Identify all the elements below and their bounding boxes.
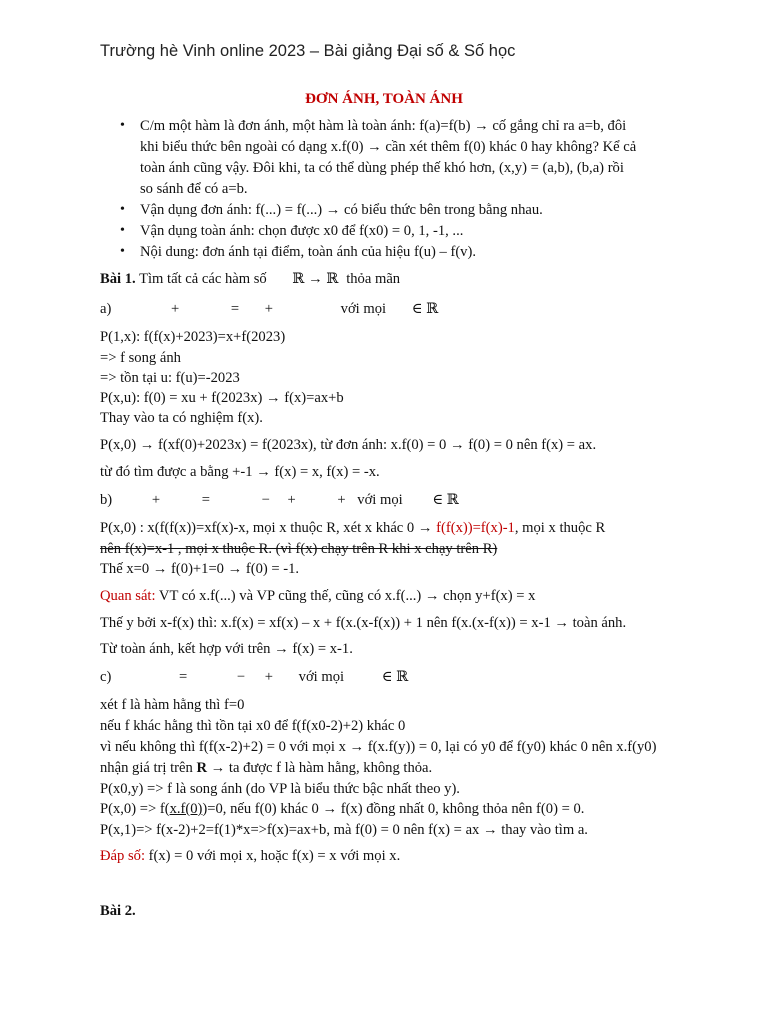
math-symbol: + xyxy=(264,301,274,317)
solution-line xyxy=(100,520,605,537)
solution-text: nhận giá trị trên xyxy=(100,760,193,776)
solution-line: nếu f khác hằng thì tồn tại x0 để f(f(x0-2)+2) khác 0 xyxy=(100,718,406,734)
function-mapping: ℝ → ℝ xyxy=(292,271,339,287)
bullet-dot: • xyxy=(120,118,125,133)
solution-line: vì nếu không thì f(f(x-2)+2) = 0 với mọi x → f(x.f(y)) = 0, lại có y0 để f(y0) khác 0 nên x.f(y0) xyxy=(100,739,657,755)
math-symbol: + xyxy=(337,492,346,508)
answer-line xyxy=(100,848,400,865)
bullet-line: Vận dụng đơn ánh: f(...) = f(...) → có biểu thức bên trong bằng nhau. xyxy=(140,202,543,218)
math-symbol: + xyxy=(287,492,296,508)
solution-line: Thay vào ta có nghiệm f(x). xyxy=(100,410,263,426)
part-a-label: a) xyxy=(100,301,112,317)
math-symbol: − xyxy=(261,492,270,508)
math-symbol: + xyxy=(264,669,274,685)
condition-text: với mọi xyxy=(357,492,403,508)
highlighted-text: f(f(x))=f(x)-1 xyxy=(436,520,515,536)
problem-1-text: Tìm tất cả các hàm số xyxy=(139,271,267,287)
bullet-line: khi biểu thức bên ngoài có dạng x.f(0) → cần xét thêm f(0) khác 0 hay không? Kể cả xyxy=(140,139,637,155)
problem-1-statement xyxy=(100,270,400,288)
math-symbol: ∈ ℝ xyxy=(381,669,409,685)
solution-text: , mọi x thuộc R xyxy=(514,520,606,536)
solution-line: P(x,u): f(0) = xu + f(2023x) → f(x)=ax+b xyxy=(100,390,344,406)
bullet-dot: • xyxy=(120,202,125,217)
bullet-line: Vận dụng toàn ánh: chọn được x0 để f(x0) = 0, 1, -1, ... xyxy=(140,223,464,239)
part-b-label: b) xyxy=(100,492,113,508)
bullet-line: toàn ánh cũng vậy. Đôi khi, ta có thể dùng phép thế khó hơn, (x,y) = (a,b), (b,a) rồi xyxy=(140,160,624,176)
math-symbol: + xyxy=(171,301,180,317)
bullet-line: Nội dung: đơn ánh tại điểm, toàn ánh của hiệu f(u) – f(v). xyxy=(140,244,476,260)
condition-text: với mọi xyxy=(298,669,345,685)
part-c-label: c) xyxy=(100,669,112,685)
math-symbol: = xyxy=(230,301,240,317)
solution-line: từ đó tìm được a bằng +-1 → f(x) = x, f(x) = -x. xyxy=(100,464,380,480)
solution-text: P(x,0) : x(f(f(x))=xf(x)-x, mọi x thuộc R, xét x khác 0 → xyxy=(100,520,433,536)
observation-line xyxy=(100,588,535,605)
answer-label: Đáp số: xyxy=(100,848,145,864)
observation-text: VT có x.f(...) và VP cũng thế, cũng có x.f(...) → chọn y+f(x) = x xyxy=(158,588,536,604)
observation-label: Quan sát: xyxy=(100,588,156,604)
math-symbol: = xyxy=(179,669,188,685)
solution-line: P(x,1)=> f(x-2)+2=f(1)*x=>f(x)=ax+b, mà f(0) = 0 nên f(x) = ax → thay vào tìm a. xyxy=(100,822,588,838)
struck-out-line: nên f(x)=x-1 , mọi x thuộc R. (vì f(x) chạy trên R khi x chạy trên R) xyxy=(100,541,498,557)
solution-line: => f song ánh xyxy=(100,350,181,366)
page-header: Trường hè Vinh online 2023 – Bài giảng Đại số & Số học xyxy=(100,42,516,60)
math-symbol: + xyxy=(151,492,161,508)
problem-1-label: Bài 1. xyxy=(100,271,136,287)
answer-text: f(x) = 0 với mọi x, hoặc f(x) = x với mọi x. xyxy=(148,848,401,864)
bullet-dot: • xyxy=(120,244,125,259)
solution-line: xét f là hàm hằng thì f=0 xyxy=(100,697,245,713)
condition-text: với mọi xyxy=(340,301,387,317)
underlined-text: x.f(0) xyxy=(169,801,203,817)
bullet-line: so sánh để có a=b. xyxy=(140,181,248,197)
bullet-dot: • xyxy=(120,223,125,238)
solution-text: → ta được f là hàm hằng, không thỏa. xyxy=(210,760,433,776)
problem-1-tail: thỏa mãn xyxy=(346,271,401,287)
part-c-equation xyxy=(100,668,700,686)
section-title: ĐƠN ÁNH, TOÀN ÁNH xyxy=(305,91,463,107)
math-symbol: = xyxy=(201,492,210,508)
solution-line: P(x0,y) => f là song ánh (do VP là biểu thức bậc nhất theo y). xyxy=(100,781,460,797)
solution-line: P(1,x): f(f(x)+2023)=x+f(2023) xyxy=(100,329,286,345)
solution-text: P(x,0) => f( xyxy=(100,801,170,817)
bullet-line: C/m một hàm là đơn ánh, một hàm là toàn ánh: f(a)=f(b) → cố gắng chỉ ra a=b, đôi xyxy=(140,118,627,134)
solution-line xyxy=(100,801,584,818)
bold-symbol: R xyxy=(196,760,208,776)
problem-2-label: Bài 2. xyxy=(100,903,136,919)
math-symbol: − xyxy=(236,669,246,685)
math-symbol: ∈ ℝ xyxy=(411,301,439,317)
part-b-equation xyxy=(100,491,700,509)
part-a-equation xyxy=(100,300,700,318)
solution-line: Thế x=0 → f(0)+1=0 → f(0) = -1. xyxy=(100,561,300,577)
solution-line: Từ toàn ánh, kết hợp với trên → f(x) = x-1. xyxy=(100,641,353,657)
solution-text: )=0, nếu f(0) khác 0 → f(x) đồng nhất 0, không thỏa nên f(0) = 0. xyxy=(202,801,585,817)
solution-line: P(x,0) → f(xf(0)+2023x) = f(2023x), từ đơn ánh: x.f(0) = 0 → f(0) = 0 nên f(x) = ax. xyxy=(100,437,597,453)
solution-line: Thế y bởi x-f(x) thì: x.f(x) = xf(x) – x + f(x.(x-f(x)) + 1 nên f(x.(x-f(x)) = x-1 → toàn ánh. xyxy=(100,615,627,631)
solution-line: => tồn tại u: f(u)=-2023 xyxy=(100,370,240,386)
solution-line xyxy=(100,760,432,777)
math-symbol: ∈ ℝ xyxy=(432,492,459,508)
